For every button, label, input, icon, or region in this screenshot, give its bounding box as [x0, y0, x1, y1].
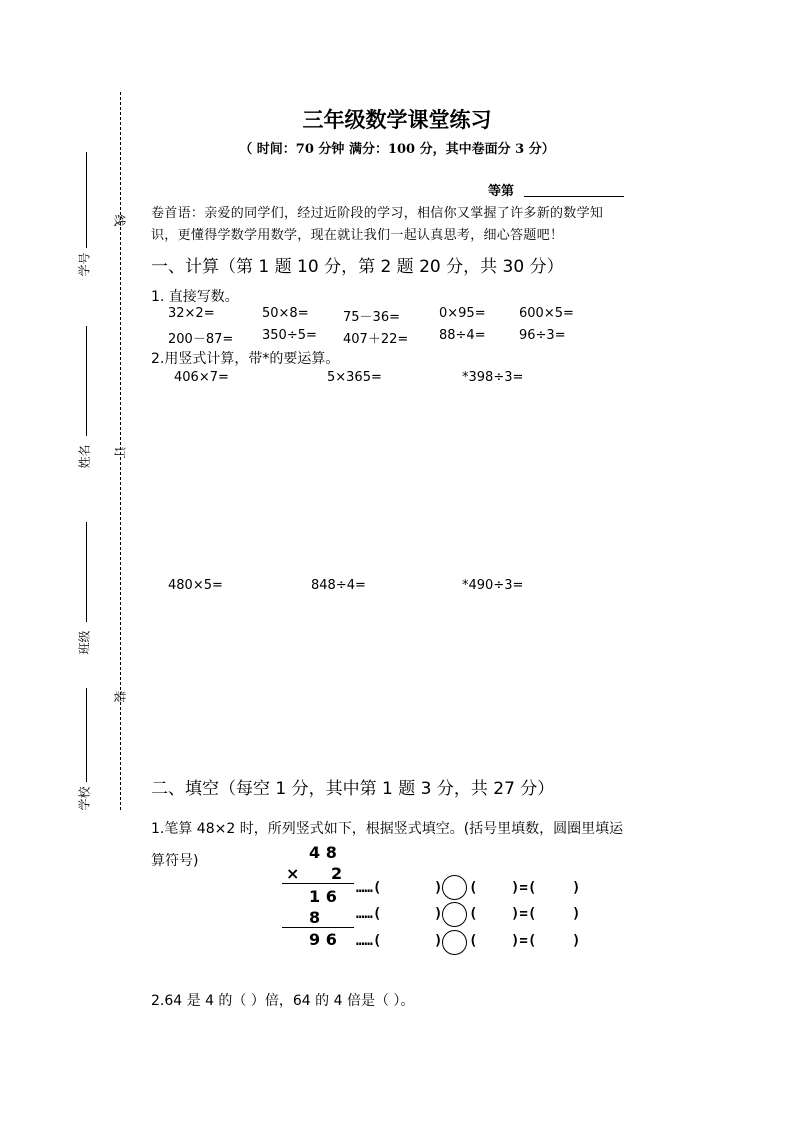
vertical-calc-4: 480×5= [168, 578, 223, 593]
fill-row-3-eq: )=( [511, 933, 537, 949]
intro-line-1: 卷首语：亲爱的同学们，经过近阶段的学习，相信你又掌握了许多新的数学知 [151, 206, 604, 221]
fill-row-1-close-c: ) [572, 880, 581, 896]
oral-calc-6: 200－87= [168, 332, 234, 347]
vertical-rule-1 [282, 883, 354, 884]
section-2-heading: 二、填空（每空 1 分，其中第 1 题 3 分，共 27 分） [151, 779, 555, 799]
oral-calc-2: 50×8= [262, 306, 309, 321]
grade-label: 等第 [488, 184, 515, 199]
fill-row-3-open: ……( [356, 933, 382, 949]
vertical-calc-3: *398÷3= [462, 370, 524, 385]
fill-row-1-eq: )=( [511, 880, 537, 896]
oral-calc-3: 75－36= [343, 310, 400, 325]
margin-label-school: 学校 [77, 786, 92, 811]
school-blank [86, 688, 87, 782]
fill-row-2-close-c: ) [572, 906, 581, 922]
vertical-calc-5: 848÷4= [311, 578, 366, 593]
operator-circle-2[interactable] [442, 902, 467, 927]
oral-calc-7: 350÷5= [262, 328, 317, 343]
s1-q1-label: 1. 直接写数。 [151, 289, 239, 305]
vertical-times-sign: × [286, 864, 300, 883]
vertical-calc-6: *490÷3= [462, 578, 524, 593]
fill-row-3-close-c: ) [572, 933, 581, 949]
grade-blank[interactable] [524, 196, 624, 197]
page-title: 三年级数学课堂练习 [302, 107, 492, 132]
oral-calc-10: 96÷3= [519, 328, 566, 343]
vertical-partial-2: 8 [309, 908, 321, 927]
s2-q2: 2.64 是 4 的（ ）倍，64 的 4 倍是（ ）。 [151, 993, 415, 1009]
oral-calc-8: 407＋22= [343, 332, 409, 347]
fill-row-2-eq: )=( [511, 906, 537, 922]
binding-mark-line: 线 [112, 214, 127, 227]
s2-q1-line-2: 算符号) [151, 853, 199, 869]
operator-circle-3[interactable] [442, 930, 467, 955]
fill-row-1-close-a: ) [434, 880, 443, 896]
fill-row-3-open-b: ( [469, 933, 478, 949]
student-id-blank [86, 152, 87, 248]
oral-calc-4: 0×95= [439, 306, 486, 321]
exam-subtitle: （ 时间：70 分钟 满分：100 分，其中卷面分 3 分） [239, 142, 555, 157]
oral-calc-5: 600×5= [519, 306, 574, 321]
vertical-calc-1: 406×7= [174, 370, 229, 385]
oral-calc-9: 88÷4= [439, 328, 486, 343]
class-blank [86, 522, 87, 622]
binding-mark-staple: 订 [112, 446, 127, 459]
vertical-multiplier: 2 [331, 864, 343, 883]
margin-label-student-id: 学号 [77, 252, 92, 277]
margin-label-class: 班级 [77, 630, 92, 655]
intro-line-2: 识，更懂得学数学用数学，现在就让我们一起认真思考，细心答题吧！ [151, 228, 564, 243]
fill-row-1-open-b: ( [469, 880, 478, 896]
fill-row-1-open: ……( [356, 880, 382, 896]
vertical-calc-2: 5×365= [327, 370, 382, 385]
oral-calc-1: 32×2= [168, 306, 215, 321]
name-blank [86, 326, 87, 436]
binding-mark-bind: 装 [112, 690, 127, 703]
vertical-rule-2 [282, 927, 354, 928]
operator-circle-1[interactable] [442, 875, 467, 900]
s1-q2-label: 2.用竖式计算，带*的要运算。 [151, 351, 340, 367]
s2-q1-line-1: 1.笔算 48×2 时，所列竖式如下，根据竖式填空。(括号里填数，圆圈里填运 [151, 821, 624, 837]
fill-row-2-open: ……( [356, 906, 382, 922]
fill-row-3-close-a: ) [434, 933, 443, 949]
vertical-multiplicand: 4 8 [309, 843, 337, 862]
fill-row-2-open-b: ( [469, 906, 478, 922]
margin-label-name: 姓名 [77, 444, 92, 469]
vertical-result: 9 6 [309, 930, 337, 949]
section-1-heading: 一、计算（第 1 题 10 分，第 2 题 20 分，共 30 分） [151, 257, 564, 277]
vertical-partial-1: 1 6 [309, 887, 337, 906]
fill-row-2-close-a: ) [434, 906, 443, 922]
